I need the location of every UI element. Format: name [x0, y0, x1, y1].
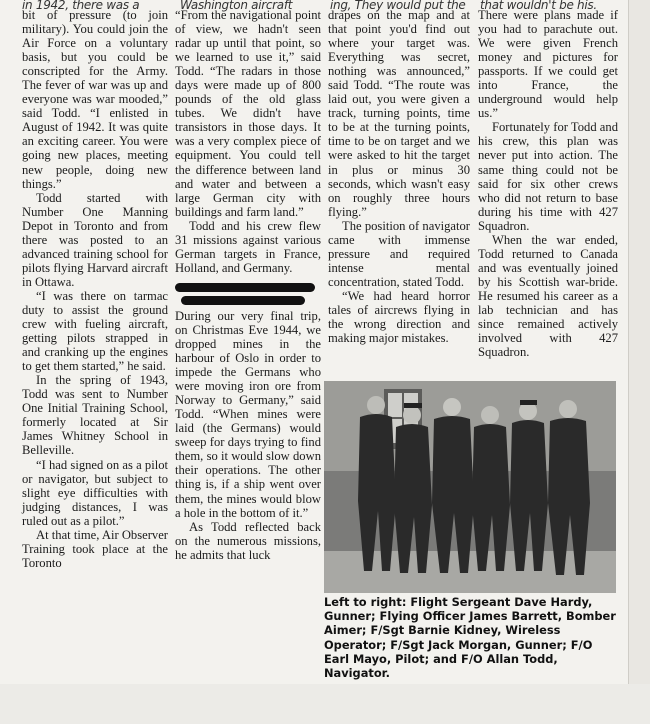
handwritten-note-col4: that wouldn't be his. [480, 0, 597, 12]
paragraph: As Todd reflected back on the numerous missions, he admits that luck [175, 519, 321, 562]
scan-edge-line [628, 0, 629, 684]
handwritten-note-col2: Washington aircraft [180, 0, 293, 12]
paragraph: “From the navigational point of view, we hadn't seen radar up until that point, so we learned to use it,” said Todd. “The radars in those days were made up of 800 pounds of the old glass tubes. We didn't have transistors in those days. It was a very complex piece of equipment. You could tell the difference between land and water and between a large German city with buildings and farm land.” [175, 8, 321, 219]
paragraph: Todd and his crew flew 31 missions against various German targets in France, Holland, and Germany. [175, 218, 321, 275]
paragraph: drapes on the map and at that point you'd find out where your target was. Everything was secret, nothing was announced,” said Todd. “The route was laid out, you were given a track, turning points, time to be at the turning points, time to be on target and we were asked to hit the target in plus or minus 30 seconds, which wasn't easy on roughly three hours flying.” [328, 8, 470, 219]
paragraph: In the spring of 1943, Todd was sent to Number One Initial Training School, formerly located at Sir James Whitney School in Belleville. [22, 373, 168, 458]
crew-photo [324, 381, 616, 593]
handwritten-note-col3: ing, They would put the [330, 0, 466, 12]
paragraph: There were plans made if you had to parachute out. We were given French money and pictures for passports. If we could get into France, the underground would help us.” [478, 8, 618, 121]
paragraph: The position of navigator came with immense pressure and required intense mental concentration, stated Todd. [328, 218, 470, 289]
redaction-bar [175, 283, 315, 292]
handwritten-note-col1: in 1942, there was a [22, 0, 140, 12]
article-column-3 [328, 8, 470, 345]
paragraph: Fortunately for Todd and his crew, this plan was never put into action. The same thing could not be said for six other crews who did not return to base during his time with 427 Squadron. [478, 120, 618, 233]
paragraph: At that time, Air Observer Training took place at the Toronto [22, 527, 168, 570]
article-column-1 [22, 8, 168, 570]
redaction-bar [181, 296, 305, 305]
paragraph: bit of pressure (to join military). You could join the Air Force on a voluntary basis, but you could be conscripted for the Army. The fever of war was up and everyone was war mooded,” said Todd. “I enlisted in August of 1942. It was quite an exciting career. You were going new places, meeting new people, doing new things.” [22, 8, 168, 191]
paragraph: When the war ended, Todd returned to Canada and was eventually joined by his Scottish war-bride. He resumed his career as a lab technician and has since remained actively involved with 427 Squadron. [478, 232, 618, 360]
article-column-4 [478, 8, 618, 359]
paragraph: “I had signed on as a pilot or navigator, but subject to slight eye difficulties with judging distances, I was ruled out as a pilot.” [22, 457, 168, 528]
photo-caption: Left to right: Flight Sergeant Dave Hardy, Gunner; Flying Officer James Barrett, Bomber Aimer; F/Sgt Barnie Kidney, Wireless Operator; F/Sgt Jack Morgan, Gunner; F/O Earl Mayo, Pilot; and F/O Allan Todd, Navigator. [324, 595, 616, 681]
paragraph: Todd started with Number One Manning Depot in Toronto and from there was posted to an advanced training school for pilots flying Harvard aircraft in Ottawa. [22, 190, 168, 289]
scan-margin [0, 684, 650, 724]
paragraph: “I was there on tarmac duty to assist the ground crew with fueling aircraft, getting pilots strapped in and cranking up the engines to get them started,” he said. [22, 288, 168, 374]
paragraph: During our very final trip, on Christmas Eve 1944, we dropped mines in the harbour of Oslo in order to impede the Germans who were moving iron ore from Norway to Germany,” said Todd. “When mines were laid (the Germans) would sweep for days trying to find them, so it would slow down their operations. The other thing is, if a ship went over them, the mines would blow a hole in the bottom of it.” [175, 308, 321, 520]
crew-photo-illustration [324, 381, 616, 593]
article-column-2 [175, 8, 321, 562]
paragraph: “We had heard horror tales of aircrews flying in the wrong direction and making major mistakes. [328, 288, 470, 346]
